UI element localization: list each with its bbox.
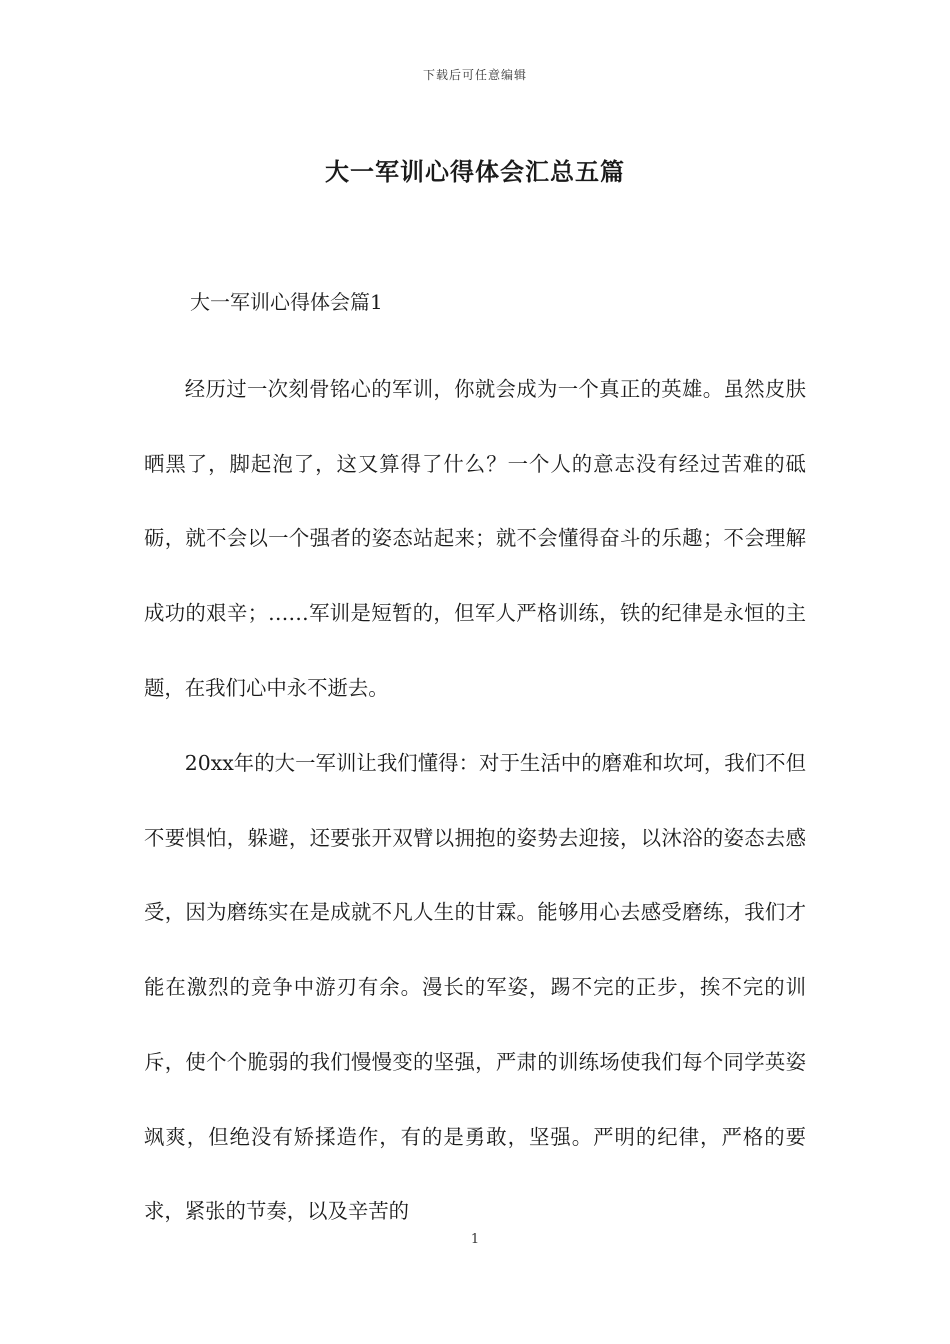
body-paragraph: 经历过一次刻骨铭心的军训，你就会成为一个真正的英雄。虽然皮肤晒黑了，脚起泡了，这又算得了什么？一个人的意志没有经过苦难的砥砺，就不会以一个强者的姿态站起来；就不会懂得奋斗的乐趣；不会理解成功的艰辛；……军训是短暂的，但军人严格训练，铁的纪律是永恒的主题，在我们心中永不逝去。 xyxy=(144,377,806,700)
page-number: 1 xyxy=(470,1232,480,1247)
body-paragraph: 20xx年的大一军训让我们懂得：对于生活中的磨难和坎坷，我们不但不要惧怕，躲避，还要张开双臂以拥抱的姿势去迎接，以沐浴的姿态去感受，因为磨练实在是成就不凡人生的甘霖。能够用心去感受磨练，我们才能在激烈的竞争中游刃有余。漫长的军姿，踢不完的正步，挨不完的训斥，使个个脆弱的我们慢慢变的坚强，严肃的训练场使我们每个同学英姿飒爽，但绝没有矫揉造作，有的是勇敢，坚强。严明的纪律，严格的要求，紧张的节奏，以及辛苦的 xyxy=(144,751,806,1224)
section-heading: 大一军训心得体会篇1 xyxy=(190,290,383,314)
document-title: 大一军训心得体会汇总五篇 xyxy=(325,157,625,186)
header-note: 下载后可任意编辑 xyxy=(422,68,527,82)
